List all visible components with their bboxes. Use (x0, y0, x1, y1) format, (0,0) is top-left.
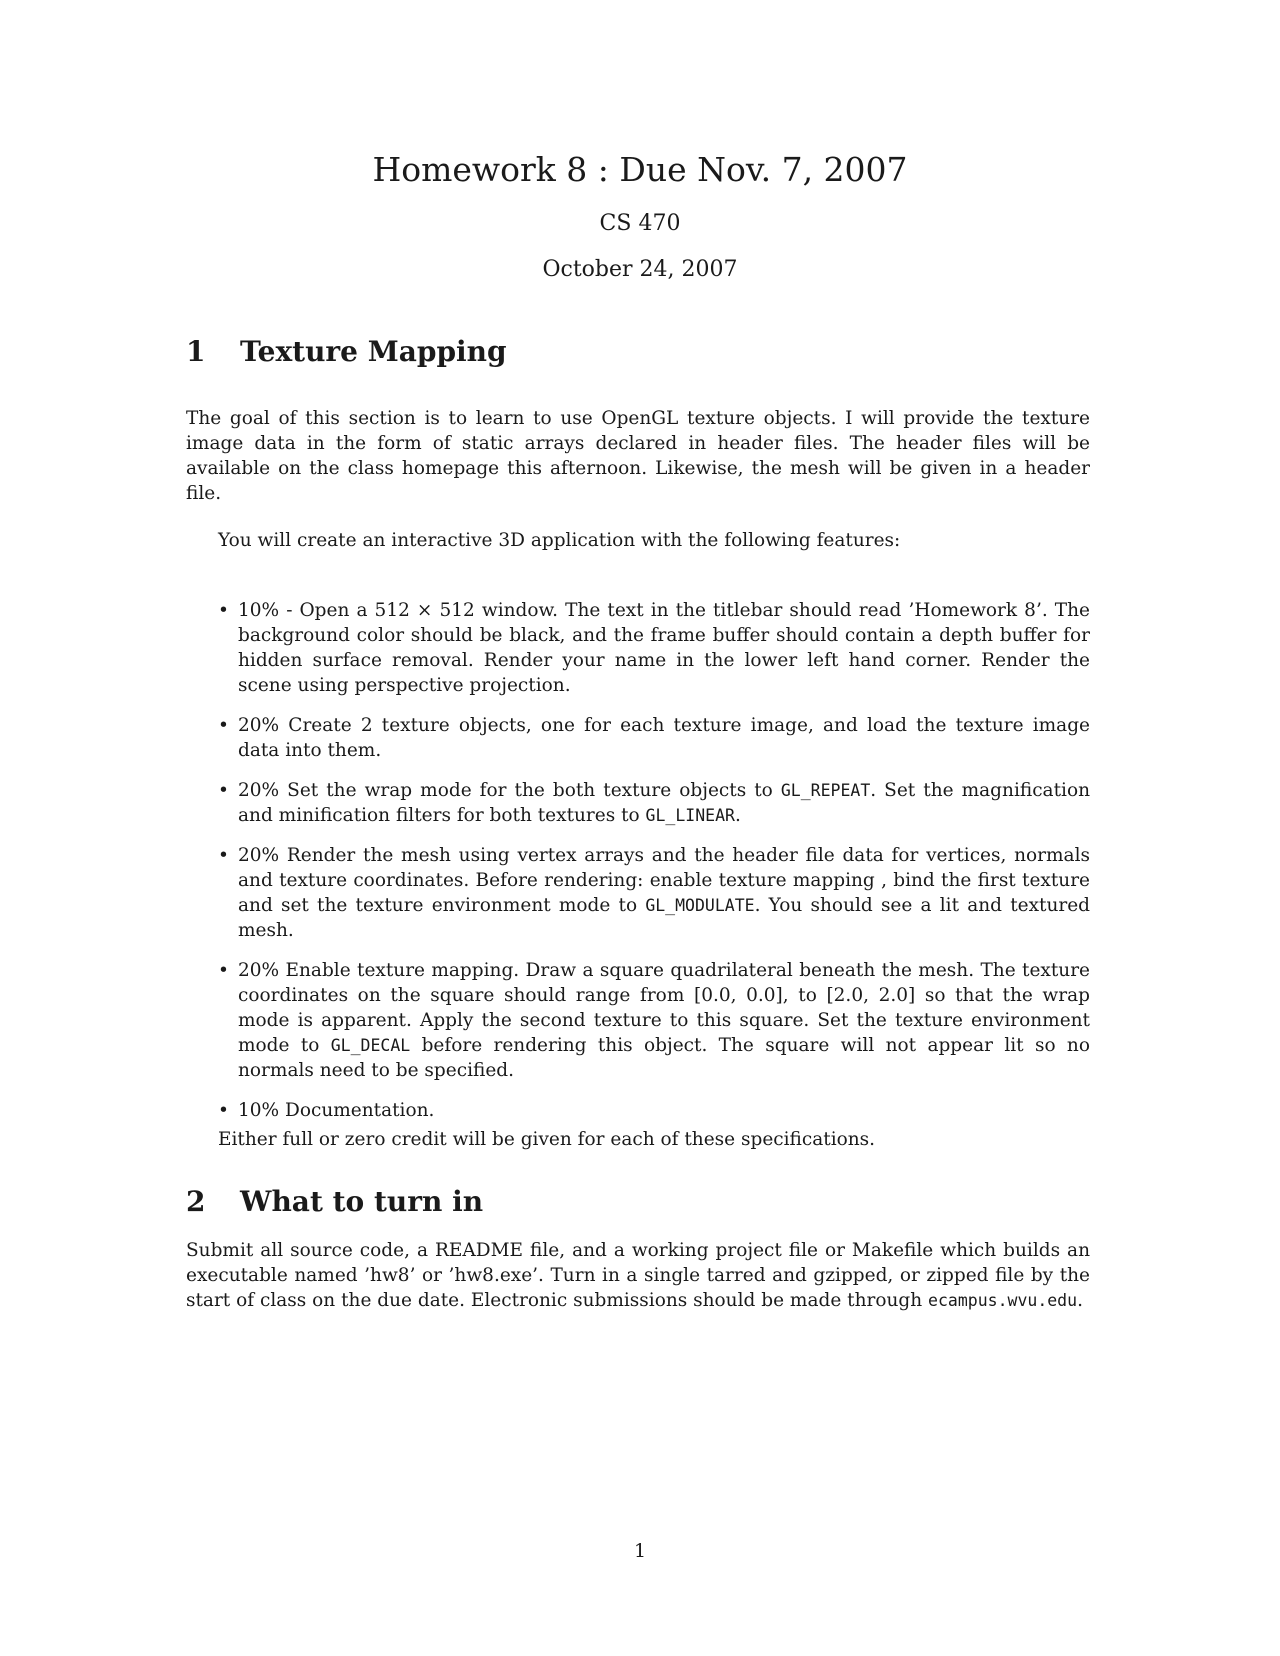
section-2-text-end: . (1077, 1290, 1083, 1311)
code-gl-linear: GL_LINEAR (645, 806, 735, 825)
list-item (218, 598, 1090, 698)
bullet-text-end: before rendering this object. The square will not appear lit so no normals need to be specified. (238, 1035, 1090, 1081)
section-1-closing: Either full or zero credit will be given for each of these specifications. (218, 1129, 876, 1150)
bullet-text-start: 20% Render the mesh using vertex arrays and the header file data for vertices, normals and texture coordinates. Before rendering: enable texture mapping , bind the first texture and set the texture environment mode to (238, 845, 1090, 916)
section-1-title: Texture Mapping (240, 335, 507, 368)
bullet-text-start: 20% Set the wrap mode for the both texture objects to (238, 780, 781, 801)
course-name: CS 470 (599, 211, 681, 236)
bullet-text: 10% Documentation. (238, 1100, 435, 1121)
code-gl-decal: GL_DECAL (330, 1036, 411, 1055)
section-2-heading (186, 1184, 483, 1220)
bullet-text-end: . (734, 805, 741, 826)
list-item (218, 843, 1090, 943)
code-gl-modulate: GL_MODULATE (645, 896, 755, 915)
bullet-text-end: . You should see a lit and textured mesh. (238, 895, 1091, 941)
bullet-text-start: 20% Enable texture mapping. Draw a square quadrilateral beneath the mesh. The texture coordinates on the square should range from [0.0, 0.0], to [2.0, 2.0] so that the wrap mode is apparent. Apply the second texture to this square. Set the texture environment mode to (238, 960, 1090, 1056)
list-item (218, 1098, 1090, 1123)
list-item (218, 713, 1090, 763)
code-gl-repeat: GL_REPEAT (780, 781, 871, 800)
submission-url: ecampus.wvu.edu (928, 1291, 1078, 1310)
list-item (218, 778, 1090, 828)
bullet-icon: • (218, 600, 229, 621)
document-date: October 24, 2007 (542, 257, 738, 282)
bullet-text-middle: . Set the magnification and minification filters for both textures to (238, 780, 1090, 826)
section-2-title: What to turn in (240, 1185, 484, 1218)
document-title: Homework 8 : Due Nov. 7, 2007 (372, 150, 908, 189)
bullet-text: 20% Create 2 texture objects, one for each texture image, and load the texture image data into them. (238, 715, 1090, 761)
section-2-number: 2 (186, 1185, 206, 1218)
section-1-intro: The goal of this section is to learn to use OpenGL texture objects. I will provide the texture image data in the form of static arrays declared in header files. The header files will be available on the class homepage this afternoon. Likewise, the mesh will be given in a header file. (186, 408, 1090, 504)
feature-list (218, 598, 1090, 1138)
bullet-icon: • (218, 960, 229, 981)
list-item (218, 958, 1090, 1083)
title-block (0, 148, 1280, 284)
section-1-heading (186, 334, 507, 370)
bullet-icon: • (218, 1100, 229, 1121)
section-1-number: 1 (186, 335, 206, 368)
bullet-icon: • (218, 845, 229, 866)
bullet-icon: • (218, 780, 229, 801)
page-number: 1 (633, 1540, 647, 1562)
bullet-text: 10% - Open a 512 × 512 window. The text in the titlebar should read ’Homework 8’. The background color should be black, and the frame buffer should contain a depth buffer for hidden surface removal. Render your name in the lower left hand corner. Render the scene using perspective projection. (238, 600, 1090, 696)
bullet-icon: • (218, 715, 229, 736)
section-1-lead: You will create an interactive 3D application with the following features: (218, 530, 901, 551)
section-2-body (186, 1238, 1090, 1313)
section-2-text: Submit all source code, a README file, and a working project file or Makefile which builds an executable named ’hw8’ or ’hw8.exe’. Turn in a single tarred and gzipped, or zipped file by the start of class on the due date. Electronic submissions should be made through (186, 1240, 1090, 1311)
